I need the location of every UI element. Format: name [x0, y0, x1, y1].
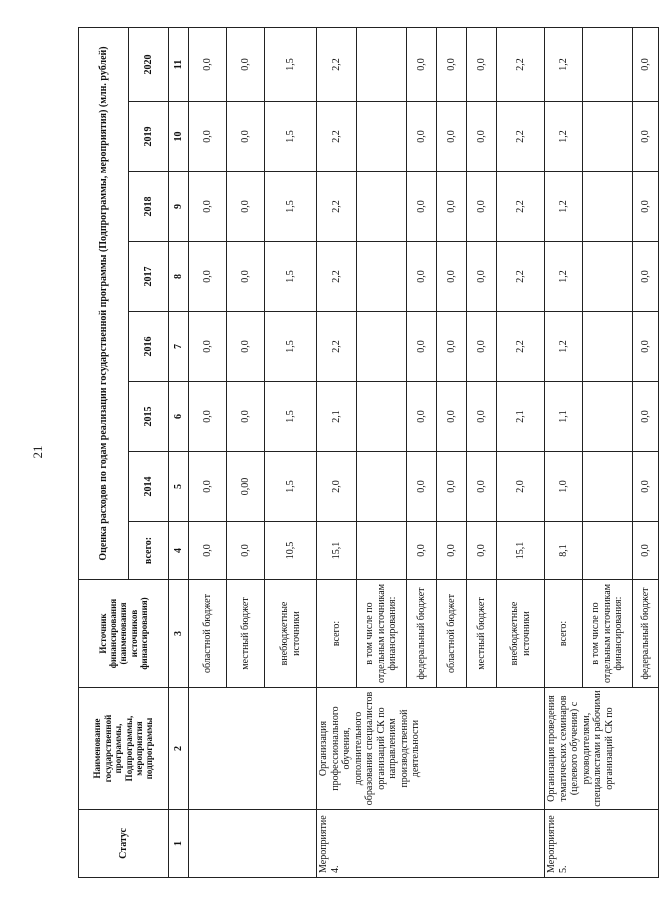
- value-cell: 0,0: [407, 242, 437, 312]
- value-cell: 0,0: [189, 102, 227, 172]
- value-cell: 2,1: [497, 382, 545, 452]
- value-cell: 0,0: [633, 382, 659, 452]
- value-cell: [583, 452, 633, 522]
- value-cell: 0,0: [633, 312, 659, 382]
- value-cell: 0,0: [437, 522, 467, 580]
- header-total: всего:: [129, 522, 169, 580]
- column-number: 10: [169, 102, 189, 172]
- page-number: 21: [30, 445, 45, 459]
- value-cell: [357, 102, 407, 172]
- column-number: 5: [169, 452, 189, 522]
- value-cell: 0,0: [633, 102, 659, 172]
- value-cell: 0,0: [407, 172, 437, 242]
- value-cell: [357, 28, 407, 102]
- value-cell: [583, 522, 633, 580]
- column-number: 2: [169, 688, 189, 810]
- table-body: [79, 28, 659, 878]
- value-cell: 1,5: [265, 312, 317, 382]
- value-cell: 0,0: [189, 242, 227, 312]
- name-cell: Организация проведения тематических семинаров (целевого обучения) с руководителями, специалистами и рабочими организаций СК по: [545, 688, 659, 810]
- column-number: 8: [169, 242, 189, 312]
- value-cell: 2,2: [317, 172, 357, 242]
- value-cell: 0,0: [437, 312, 467, 382]
- value-cell: [583, 242, 633, 312]
- value-cell: 0,0: [437, 172, 467, 242]
- value-cell: 0,0: [227, 522, 265, 580]
- header-year: 2014: [129, 452, 169, 522]
- value-cell: [357, 312, 407, 382]
- value-cell: 0,0: [189, 382, 227, 452]
- value-cell: 0,0: [467, 312, 497, 382]
- value-cell: 2,2: [317, 28, 357, 102]
- value-cell: 1,5: [265, 382, 317, 452]
- header-year: 2020: [129, 28, 169, 102]
- status-cell: Мероприятие 5.: [545, 810, 659, 878]
- status-cell: [189, 810, 317, 878]
- column-number: 6: [169, 382, 189, 452]
- source-cell: областной бюджет: [437, 580, 467, 688]
- column-number: 11: [169, 28, 189, 102]
- source-cell: областной бюджет: [189, 580, 227, 688]
- value-cell: [357, 382, 407, 452]
- value-cell: 0,0: [189, 452, 227, 522]
- value-cell: 0,0: [407, 312, 437, 382]
- source-cell: в том числе по отдельным источникам финансирования:: [583, 580, 633, 688]
- value-cell: 2,0: [317, 452, 357, 522]
- value-cell: 2,0: [497, 452, 545, 522]
- value-cell: 0,00: [227, 452, 265, 522]
- value-cell: 1,5: [265, 172, 317, 242]
- value-cell: 2,2: [497, 102, 545, 172]
- value-cell: 2,2: [317, 102, 357, 172]
- value-cell: [583, 28, 633, 102]
- source-cell: федеральный бюджет: [407, 580, 437, 688]
- column-number: 1: [169, 810, 189, 878]
- value-cell: 0,0: [467, 522, 497, 580]
- header-year: 2017: [129, 242, 169, 312]
- value-cell: 1,1: [545, 382, 583, 452]
- value-cell: 0,0: [227, 172, 265, 242]
- value-cell: 0,0: [189, 172, 227, 242]
- value-cell: 2,2: [317, 312, 357, 382]
- table-row: [545, 28, 583, 878]
- value-cell: 0,0: [407, 28, 437, 102]
- value-cell: 0,0: [437, 452, 467, 522]
- value-cell: 0,0: [467, 172, 497, 242]
- source-cell: местный бюджет: [467, 580, 497, 688]
- value-cell: 0,0: [227, 312, 265, 382]
- column-number: 9: [169, 172, 189, 242]
- source-cell: местный бюджет: [227, 580, 265, 688]
- value-cell: 0,0: [437, 28, 467, 102]
- value-cell: 10,5: [265, 522, 317, 580]
- value-cell: 8,1: [545, 522, 583, 580]
- value-cell: 2,2: [497, 242, 545, 312]
- source-cell: федеральный бюджет: [633, 580, 659, 688]
- header-year: 2019: [129, 102, 169, 172]
- rotated-page: [78, 28, 651, 878]
- value-cell: [357, 172, 407, 242]
- value-cell: 1,2: [545, 102, 583, 172]
- value-cell: 0,0: [467, 242, 497, 312]
- value-cell: [357, 522, 407, 580]
- value-cell: 0,0: [407, 452, 437, 522]
- column-number: 3: [169, 580, 189, 688]
- value-cell: 15,1: [497, 522, 545, 580]
- value-cell: 1,5: [265, 102, 317, 172]
- value-cell: 2,2: [497, 28, 545, 102]
- value-cell: [583, 382, 633, 452]
- value-cell: 2,1: [317, 382, 357, 452]
- value-cell: 1,5: [265, 452, 317, 522]
- value-cell: [583, 102, 633, 172]
- value-cell: 2,2: [317, 242, 357, 312]
- value-cell: 1,2: [545, 312, 583, 382]
- header-year: 2015: [129, 382, 169, 452]
- value-cell: 0,0: [407, 102, 437, 172]
- value-cell: 15,1: [317, 522, 357, 580]
- value-cell: 0,0: [467, 382, 497, 452]
- value-cell: 0,0: [437, 242, 467, 312]
- value-cell: 0,0: [437, 102, 467, 172]
- header-row-1: [79, 28, 129, 878]
- header-year: 2018: [129, 172, 169, 242]
- value-cell: [583, 312, 633, 382]
- value-cell: 0,0: [227, 28, 265, 102]
- value-cell: 1,2: [545, 242, 583, 312]
- value-cell: 0,0: [227, 382, 265, 452]
- value-cell: 0,0: [467, 102, 497, 172]
- value-cell: 0,0: [437, 382, 467, 452]
- value-cell: 2,2: [497, 172, 545, 242]
- value-cell: 1,5: [265, 28, 317, 102]
- value-cell: 0,0: [467, 452, 497, 522]
- source-cell: в том числе по отдельным источникам финансирования:: [357, 580, 407, 688]
- value-cell: 2,2: [497, 312, 545, 382]
- value-cell: 1,2: [545, 172, 583, 242]
- status-cell: Мероприятие 4.: [317, 810, 545, 878]
- value-cell: 0,0: [633, 28, 659, 102]
- name-cell: Организация профессионального обучения, дополнительного образования специалистов организаций СК по направлениям производственной деятельности: [317, 688, 545, 810]
- table-viewport: [78, 28, 651, 878]
- value-cell: 0,0: [633, 522, 659, 580]
- value-cell: 1,5: [265, 242, 317, 312]
- value-cell: [357, 242, 407, 312]
- source-cell: всего:: [545, 580, 583, 688]
- source-cell: всего:: [317, 580, 357, 688]
- value-cell: 0,0: [633, 242, 659, 312]
- value-cell: 0,0: [227, 242, 265, 312]
- value-cell: 0,0: [189, 28, 227, 102]
- value-cell: 0,0: [633, 452, 659, 522]
- header-status: Статус: [79, 810, 169, 878]
- header-year: 2016: [129, 312, 169, 382]
- value-cell: 0,0: [189, 312, 227, 382]
- source-cell: внебюджетные источники: [265, 580, 317, 688]
- value-cell: 0,0: [189, 522, 227, 580]
- value-cell: [583, 172, 633, 242]
- table-row: [189, 28, 227, 878]
- value-cell: 0,0: [407, 522, 437, 580]
- table-row: [317, 28, 357, 878]
- value-cell: 0,0: [633, 172, 659, 242]
- value-cell: 1,0: [545, 452, 583, 522]
- column-number: 4: [169, 522, 189, 580]
- header-source: Источник финансирования (наименования источников финансирования): [79, 580, 169, 688]
- column-number-row: [169, 28, 189, 878]
- budget-table: [78, 27, 659, 878]
- value-cell: 0,0: [227, 102, 265, 172]
- column-number: 7: [169, 312, 189, 382]
- source-cell: внебюджетные источники: [497, 580, 545, 688]
- value-cell: [357, 452, 407, 522]
- header-estimate: Оценка расходов по годам реализации государственной программы (Подпрограммы, мероприятия) (млн. рублей): [79, 28, 129, 580]
- header-name: Наименование государственной программы, Подпрограммы, мероприятия подпрограммы: [79, 688, 169, 810]
- value-cell: 0,0: [467, 28, 497, 102]
- value-cell: 1,2: [545, 28, 583, 102]
- name-cell: [189, 688, 317, 810]
- value-cell: 0,0: [407, 382, 437, 452]
